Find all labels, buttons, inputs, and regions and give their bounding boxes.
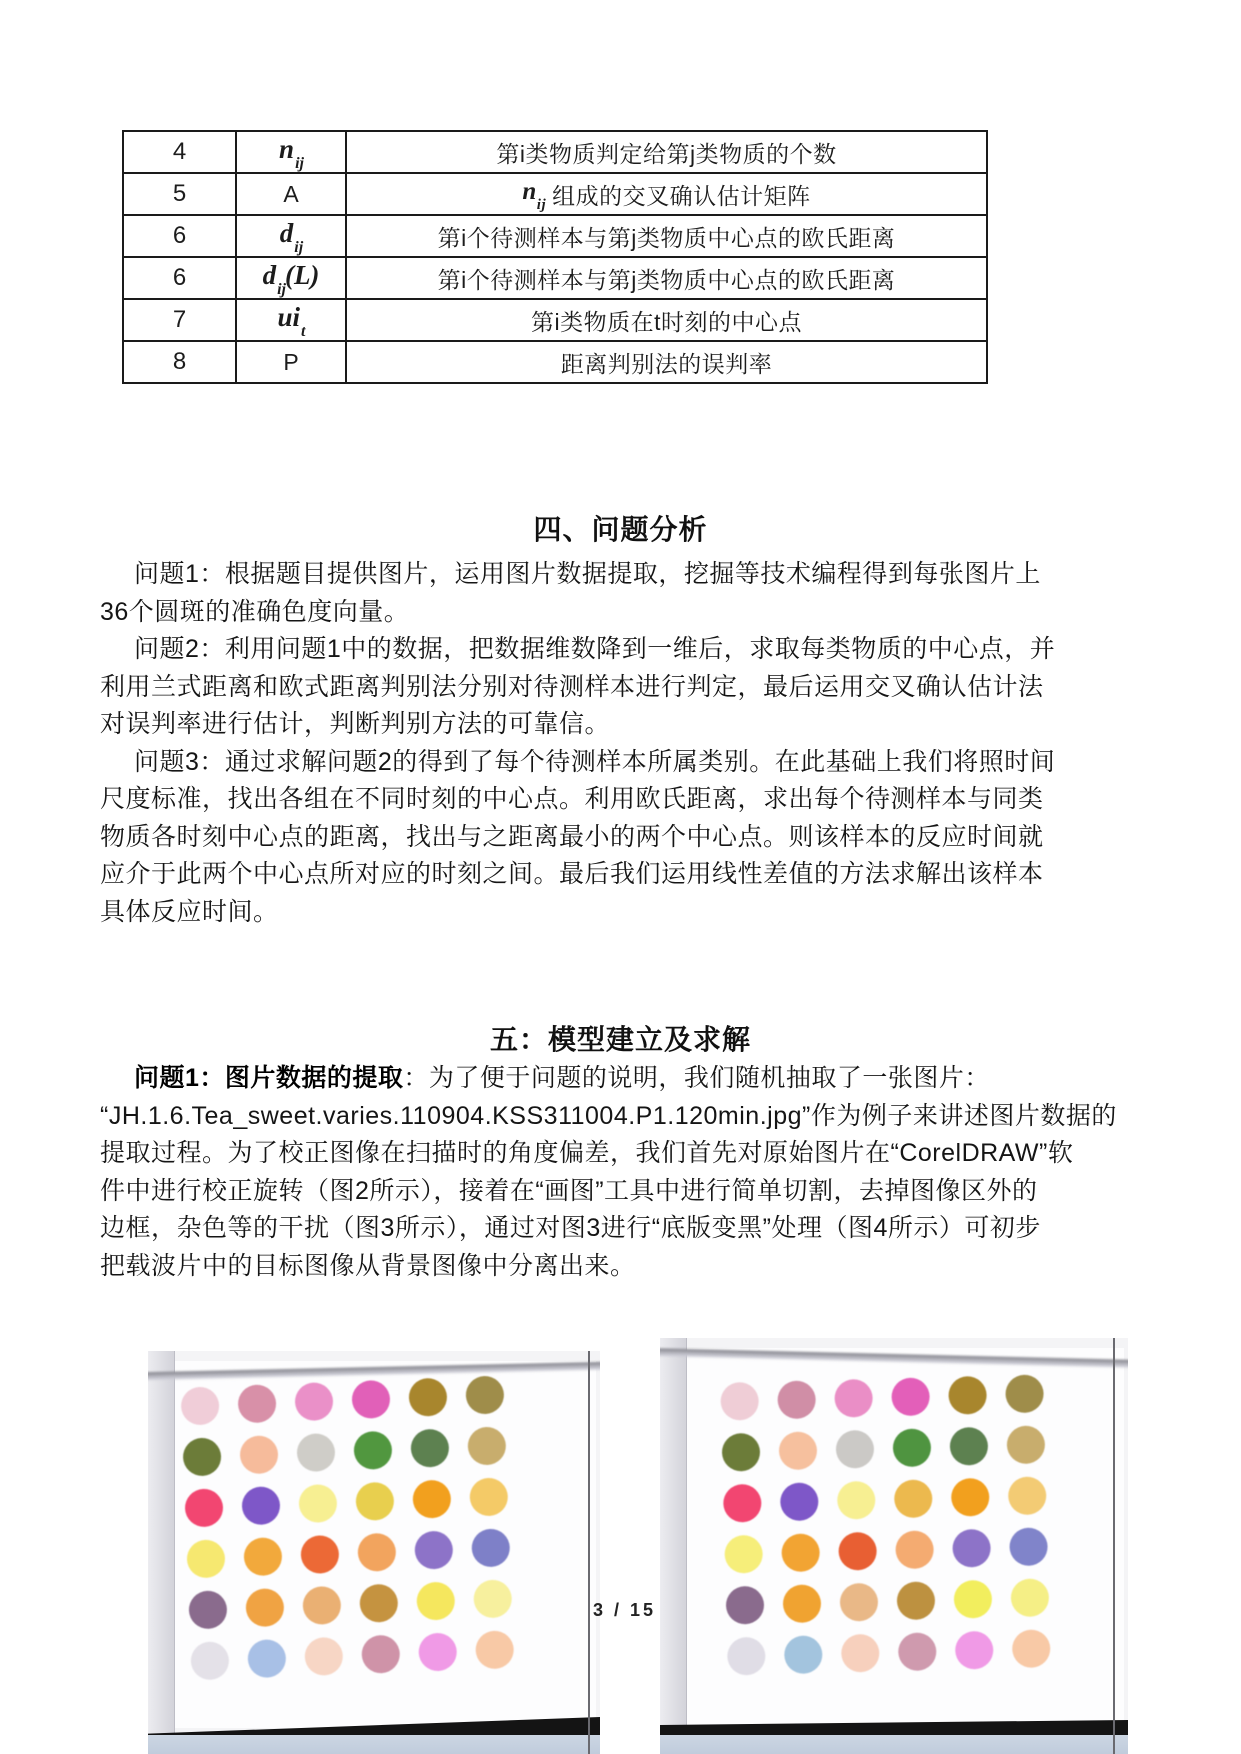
color-spot — [897, 1632, 936, 1671]
math-symbol: $d_{ij}$ — [279, 217, 304, 257]
color-spot — [834, 1378, 873, 1417]
color-spot — [353, 1430, 392, 1469]
slide-edge-left — [660, 1338, 687, 1754]
figure-scan-right — [660, 1338, 1128, 1754]
paragraph-line: 应介于此两个中心点所对应的时刻之间。最后我们运用线性差值的方法求解出该样本 — [100, 860, 1044, 888]
color-spot — [895, 1530, 934, 1569]
paragraph-line: “JH.1.6.Tea_sweet.varies.110904.KSS311004.P1.120min.jpg”作为例子来讲述图片数据的 — [100, 1101, 1117, 1130]
math-symbol: $d_{ij}(L)$ — [262, 259, 320, 299]
row-number: 6 — [124, 258, 237, 298]
paragraph-line: 问题3：通过求解问题2的得到了每个待测样本所属类别。在此基础上我们将照时间 — [134, 747, 1056, 776]
paragraph-line: 36个圆斑的准确色度向量。 — [100, 597, 410, 626]
slide-edge-right — [1113, 1338, 1115, 1754]
math-symbol: P — [283, 348, 299, 375]
scan-bottom-strip — [660, 1735, 1128, 1754]
paragraph-line: 把载波片中的目标图像从背景图像中分离出来。 — [100, 1251, 636, 1280]
color-spot — [1006, 1425, 1045, 1464]
symbol-cell — [237, 342, 347, 382]
color-spot — [472, 1579, 511, 1618]
color-spot — [469, 1477, 508, 1516]
page-number: 3 / 15 — [593, 1600, 657, 1620]
color-spot — [778, 1431, 817, 1470]
math-symbol: $ui_t$ — [277, 301, 306, 341]
color-spot — [298, 1483, 337, 1522]
symbol-cell — [237, 258, 347, 298]
color-spot — [188, 1590, 227, 1629]
table-row — [124, 300, 986, 342]
paragraph-line: 件中进行校正旋转（图2所示），接着在“画图”工具中进行简单切割，去掉图像区外的 — [100, 1176, 1038, 1205]
color-spot — [414, 1530, 453, 1569]
color-spot — [891, 1377, 930, 1416]
description-cell: $n_{ij}$ 组成的交叉确认估计矩阵 — [522, 178, 811, 213]
color-spot — [836, 1480, 875, 1519]
paragraph-line: 提取过程。为了校正图像在扫描时的角度偏差，我们首先对原始图片在“CorelDRAW”软 — [100, 1139, 1074, 1167]
color-spot — [190, 1641, 229, 1680]
table-row — [124, 132, 986, 174]
table-row — [124, 258, 986, 300]
description-cell: 第i类物质判定给第j类物质的个数 — [496, 140, 837, 167]
inline-math: $n_{ij}$ — [522, 178, 547, 213]
color-spot — [892, 1428, 931, 1467]
color-spot — [245, 1587, 284, 1626]
color-spot — [1007, 1476, 1046, 1515]
color-spot — [239, 1435, 278, 1474]
paragraph-line: 物质各时刻中心点的距离，找出与之距离最小的两个中心点。则该样本的反应时间就 — [100, 822, 1044, 851]
table-row — [124, 342, 986, 382]
color-spot — [954, 1630, 993, 1669]
color-spot — [304, 1636, 343, 1675]
color-spot — [361, 1634, 400, 1673]
color-spot — [725, 1585, 764, 1624]
color-spot — [1010, 1578, 1049, 1617]
analysis-text — [100, 556, 1120, 931]
color-spot — [953, 1579, 992, 1618]
paragraph-line: 对误判率进行估计，判断判别方法的可靠信。 — [100, 710, 611, 738]
description-cell: 第i个待测样本与第j类物质中心点的欧氏距离 — [437, 266, 896, 293]
color-spot — [302, 1585, 341, 1624]
color-spot — [182, 1437, 221, 1476]
color-spot — [777, 1380, 816, 1419]
color-spot — [410, 1428, 449, 1467]
color-spot — [359, 1583, 398, 1622]
color-spot — [839, 1582, 878, 1621]
color-spot — [949, 1426, 988, 1465]
math-symbol: A — [283, 180, 299, 207]
section-heading-model: 五：模型建立及求解 — [489, 1024, 751, 1055]
dot-grid — [710, 1367, 1060, 1682]
row-number: 4 — [124, 132, 237, 172]
color-spot — [952, 1528, 991, 1567]
paragraph-line: 问题1：图片数据的提取：为了便于问题的说明，我们随机抽取了一张图片： — [134, 1064, 990, 1092]
color-spot — [471, 1528, 510, 1567]
row-number: 7 — [124, 300, 237, 340]
color-spot — [779, 1482, 818, 1521]
symbol-cell — [237, 216, 347, 256]
paragraph-line: 问题2：利用问题1中的数据，把数据维数降到一维后，求取每类物质的中心点，并 — [134, 635, 1056, 663]
color-spot — [243, 1536, 282, 1575]
color-spot — [186, 1539, 225, 1578]
color-spot — [835, 1429, 874, 1468]
table-row — [124, 174, 986, 216]
color-spot — [184, 1488, 223, 1527]
symbol-cell — [237, 300, 347, 340]
section-heading-analysis: 四、问题分析 — [533, 514, 708, 545]
color-spot — [781, 1533, 820, 1572]
color-spot — [1011, 1629, 1050, 1668]
color-spot — [1009, 1527, 1048, 1566]
row-number: 5 — [124, 174, 237, 214]
color-spot — [408, 1377, 447, 1416]
color-spot — [474, 1630, 513, 1669]
color-spot — [180, 1386, 219, 1425]
color-spot — [294, 1381, 333, 1420]
color-spot — [722, 1483, 761, 1522]
paragraph-line: 利用兰式距离和欧式距离判别法分别对待测样本进行判定，最后运用交叉确认估计法 — [100, 672, 1044, 701]
dot-grid — [170, 1368, 523, 1687]
color-spot — [300, 1534, 339, 1573]
color-spot — [950, 1477, 989, 1516]
paragraph-line: 问题1：根据题目提供图片，运用图片数据提取，挖掘等技术编程得到每张图片上 — [134, 560, 1041, 588]
figure-scan-left — [148, 1351, 600, 1754]
color-spot — [465, 1375, 504, 1414]
color-spot — [355, 1481, 394, 1520]
color-spot — [1005, 1374, 1044, 1413]
color-spot — [893, 1479, 932, 1518]
color-spot — [237, 1384, 276, 1423]
color-spot — [412, 1479, 451, 1518]
paragraph-line: 边框，杂色等的干扰（图3所示），通过对图3进行“底版变黑”处理（图4所示）可初步 — [100, 1214, 1041, 1242]
symbol-cell — [237, 174, 347, 214]
description-cell: 距离判别法的误判率 — [560, 350, 773, 377]
color-spot — [783, 1635, 822, 1674]
color-spot — [417, 1632, 456, 1671]
row-number: 8 — [124, 342, 237, 382]
row-number: 6 — [124, 216, 237, 256]
color-spot — [726, 1636, 765, 1675]
description-cell: 第i个待测样本与第j类物质中心点的欧氏距离 — [437, 224, 896, 251]
model-text — [100, 1060, 1120, 1285]
color-spot — [241, 1486, 280, 1525]
paragraph-line: 具体反应时间。 — [100, 897, 279, 926]
table-row — [124, 216, 986, 258]
paragraph-line: 尺度标准，找出各组在不同时刻的中心点。利用欧氏距离，求出每个待测样本与同类 — [100, 785, 1044, 813]
symbol-cell — [237, 132, 347, 172]
color-spot — [351, 1379, 390, 1418]
notation-table — [122, 130, 988, 384]
bold-lead: 问题1：图片数据的提取 — [134, 1064, 404, 1092]
color-spot — [896, 1581, 935, 1620]
color-spot — [357, 1532, 396, 1571]
color-spot — [782, 1584, 821, 1623]
color-spot — [948, 1375, 987, 1414]
description-cell: 第i类物质在t时刻的中心点 — [531, 308, 802, 335]
color-spot — [296, 1432, 335, 1471]
color-spot — [721, 1432, 760, 1471]
color-spot — [724, 1534, 763, 1573]
color-spot — [838, 1531, 877, 1570]
color-spot — [416, 1581, 455, 1620]
color-spot — [720, 1381, 759, 1420]
color-spot — [840, 1633, 879, 1672]
color-spot — [467, 1426, 506, 1465]
math-symbol: $n_{ij}$ — [279, 133, 304, 173]
slide-edge-right — [588, 1351, 590, 1754]
scan-bottom-strip — [148, 1735, 600, 1754]
color-spot — [247, 1638, 286, 1677]
